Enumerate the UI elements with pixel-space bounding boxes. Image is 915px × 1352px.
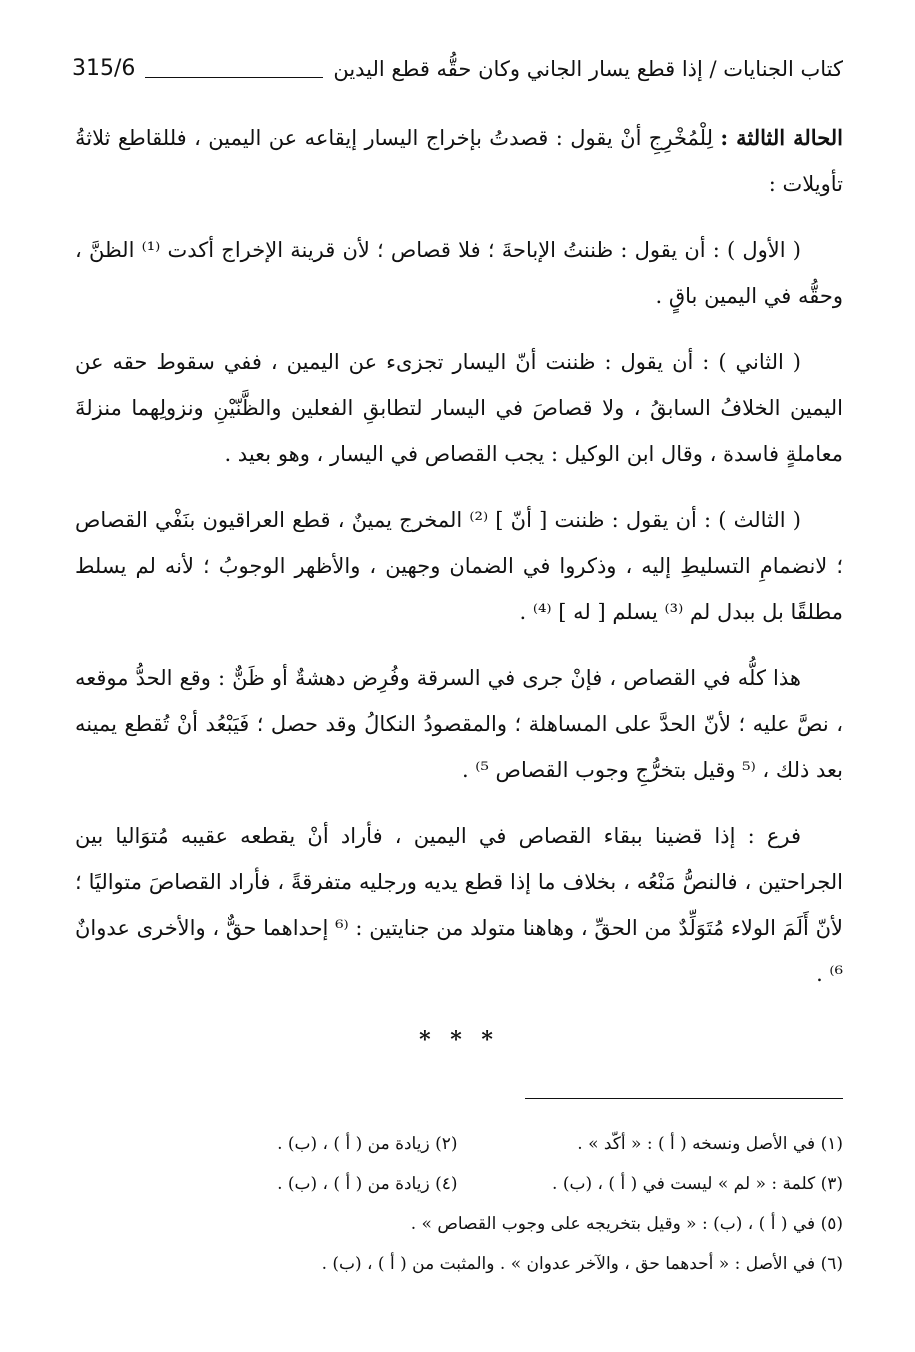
footnote-row [72,1164,843,1204]
running-head: كتاب الجنايات / إذا قطع يسار الجاني وكان حقُّه قطع اليدين [333,57,843,81]
footnote-2: (٢) زيادة من ( أ ) ، (ب) . [277,1134,458,1154]
paragraph-lead: الحالة الثالثة : [720,125,843,150]
footnote-6: (٦) في الأصل : « أحدهما حق ، والآخر عدوان » . والمثبت من ( أ ) ، (ب) . [321,1254,843,1274]
paragraph-text: لِلْمُخْرِجِ أنْ يقول : قصدتُ بإخراج اليسار إيقاعه عن اليمين ، فللقاطع ثلاثةُ تأويلات : [75,126,843,196]
footnote-rule [525,1098,843,1099]
footnote-3: (٣) كلمة : « لم » ليست في ( أ ) ، (ب) . [552,1174,843,1194]
paragraph-third-case [75,115,843,207]
footnote-4: (٤) زيادة من ( أ ) ، (ب) . [277,1174,458,1194]
paragraph-second-interpretation: ( الثاني ) : أن يقول : ظننت أنّ اليسار تجزىء عن اليمين ، ففي سقوط حقه عن اليمين الخلافُ السابقُ ، ولا قصاصَ في اليسار لتطابقِ الفعلين والظَّنّيْنِ ونزولِهما منزلةَ معاملةٍ فاسدة ، وقال ابن الوكيل : يجب القصاص في اليسار ، وهو بعيد . [75,350,843,466]
header-rule [145,77,323,78]
paragraph-theft-case: هذا كلُّه في القصاص ، فإنْ جرى في السرقة وفُرِض دهشةٌ أو ظَنٌّ : وقع الحدُّ موقعه ، نصَّ عليه ؛ لأنّ الحدَّ على المساهلة ؛ والمقصودُ النكالُ وقد حصل ؛ فَيَبْعُد أنْ تُقطع يمينه بعد ذلك ، ⁽⁵ وقيل بتخرُّجِ وجوب القصاص ⁵⁾ . [75,666,843,782]
paragraph-third-interpretation: ( الثالث ) : أن يقول : ظننت [ أنّ ] ⁽²⁾ المخرج يمينٌ ، قطع العراقيون بنَفْي القصاص ؛ لانضمامِ التسليطِ إليه ، وذكروا في الضمان وجهين ، والأظهر الوجوبُ ؛ لأنه لم يسلط مطلقًا بل ببدل لم ⁽³⁾ يسلم [ له ] ⁽⁴⁾ . [75,508,843,624]
main-text [75,115,843,1063]
footnote-5: (٥) في ( أ ) ، (ب) : « وقيل بتخريجه على وجوب القصاص » . [410,1214,843,1234]
footnote-1: (١) في الأصل ونسخه ( أ ) : « أكّد » . [577,1134,843,1154]
page-header [72,48,843,90]
page-number: 315/6 [72,56,136,81]
paragraph-first-interpretation: ( الأول ) : أن يقول : ظننتُ الإباحةَ ؛ فلا قصاص ؛ لأن قرينة الإخراج أكدت ⁽¹⁾ الظنَّ ، وحقُّه في اليمين باقٍ . [75,238,843,308]
footnotes [72,1124,843,1284]
section-separator: * * * [419,1027,499,1053]
paragraph-branch: فرع : إذا قضينا ببقاء القصاص في اليمين ، فأراد أنْ يقطعه عقيبه مُتوَاليا بين الجراحتين ، فالنصُّ مَنْعُه ، بخلاف ما إذا قطع يديه ورجليه متفرقةً ، فأراد القصاصَ متواليًا ؛ لأنّ أَلَمَ الولاء مُتَوَلِّدٌ من الحقِّ ، وهاهنا متولد من جنايتين : ⁽⁶ إحداهما حقٌّ ، والأخرى عدوانٌ ⁶⁾ . [75,824,843,986]
footnote-row [72,1124,843,1164]
